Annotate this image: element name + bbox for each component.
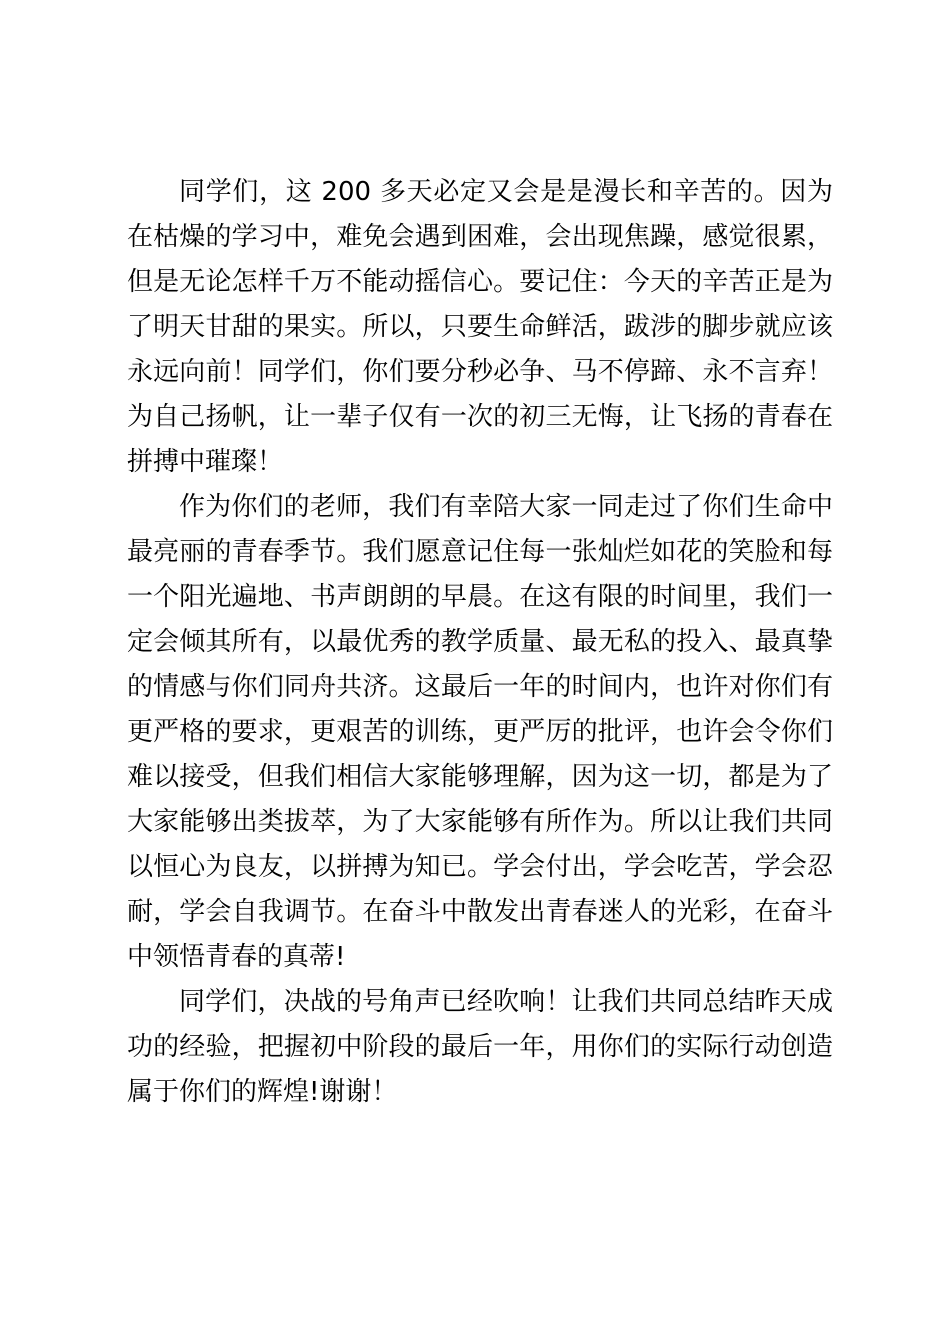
- paragraph-1: 同学们，这 200 多天必定又会是是漫长和辛苦的。因为在枯燥的学习中，难免会遇到困难，会出现焦躁，感觉很累，但是无论怎样千万不能动摇信心。要记住：今天的辛苦正是为了明天甘甜的果实。所以，只要生命鲜活，跋涉的脚步就应该永远向前！同学们，你们要分秒必争、马不停蹄、永不言弃！为自己扬帆，让一辈子仅有一次的初三无悔，让飞扬的青春在拼搏中璀璨！: [127, 177, 833, 477]
- document-body: [127, 170, 833, 1115]
- paragraph-3: 同学们，决战的号角声已经吹响！让我们共同总结昨天成功的经验，把握初中阶段的最后一年，用你们的实际行动创造属于你们的辉煌!谢谢！: [127, 987, 833, 1107]
- paragraph-2: 作为你们的老师，我们有幸陪大家一同走过了你们生命中最亮丽的青春季节。我们愿意记住每一张灿烂如花的笑脸和每一个阳光遍地、书声朗朗的早晨。在这有限的时间里，我们一定会倾其所有，以最优秀的教学质量、最无私的投入、最真挚的情感与你们同舟共济。这最后一年的时间内，也许对你们有更严格的要求，更艰苦的训练，更严厉的批评，也许会令你们难以接受，但我们相信大家能够理解，因为这一切，都是为了大家能够出类拔萃，为了大家能够有所作为。所以让我们共同以恒心为良友，以拼搏为知已。学会付出，学会吃苦，学会忍耐，学会自我调节。在奋斗中散发出青春迷人的光彩，在奋斗中领悟青春的真蒂!: [127, 492, 833, 972]
